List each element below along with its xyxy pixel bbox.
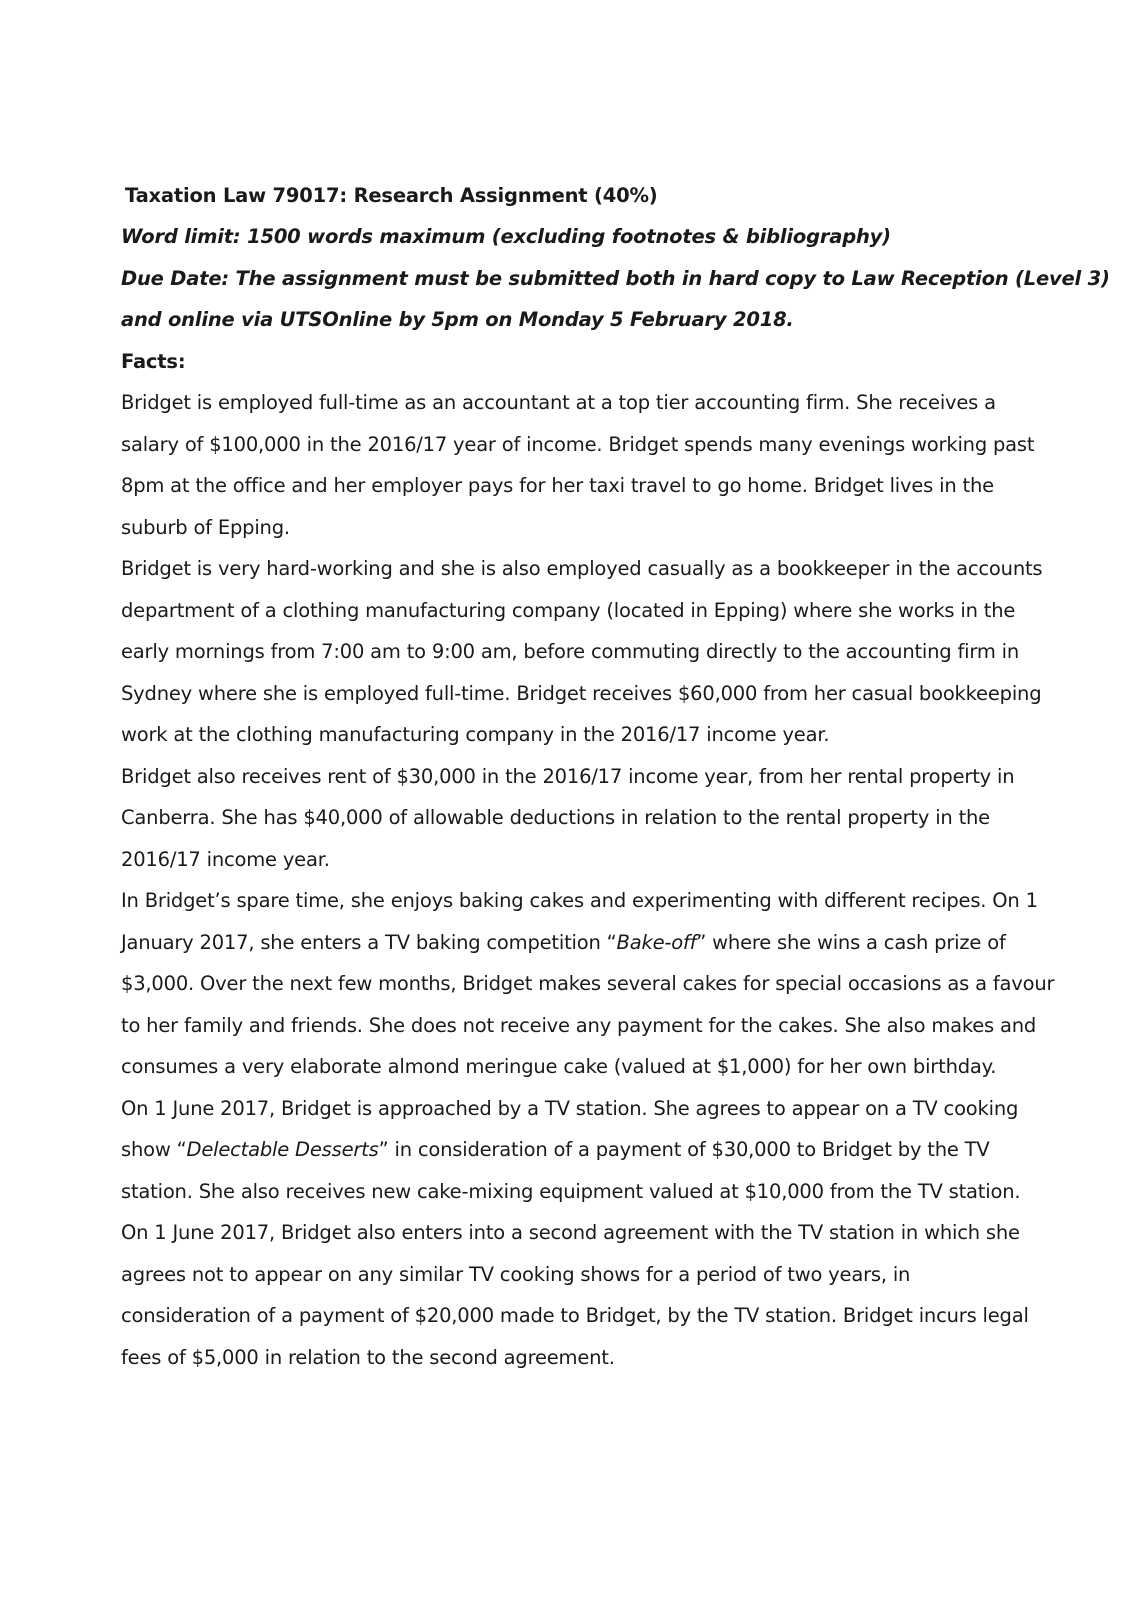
due-date-line-2: and online via UTSOnline by 5pm on Monday 5 February 2018. [121,308,794,331]
text-line: On 1 June 2017, Bridget is approached by a TV station. She agrees to appear on a TV cooking [121,1096,1019,1120]
text-line: On 1 June 2017, Bridget also enters into a second agreement with the TV station in which she [121,1221,1020,1244]
paragraph-second-agreement [121,1212,1029,1378]
text-line: 2016/17 income year. [121,847,330,871]
text-line [121,922,1021,964]
text-line: station. She also receives new cake-mixing equipment valued at $10,000 from the TV station. [121,1179,1021,1203]
word-limit: Word limit: 1500 words maximum (excluding footnotes & bibliography) [121,225,891,248]
text-line: Bridget also receives rent of $30,000 in the 2016/17 income year, from her rental property in [121,764,1015,788]
text-line: In Bridget’s spare time, she enjoys baking cakes and experimenting with different recipes. On 1 [121,889,1038,912]
paragraph-employment [121,382,1035,548]
show-title-delectable-desserts: Delectable Desserts [186,1138,379,1161]
text-line: to her family and friends. She does not receive any payment for the cakes. She also makes and [121,1013,1037,1037]
text-line [121,1129,1021,1171]
text-line: Sydney where she is employed full-time. Bridget receives $60,000 from her casual bookkeeping [121,681,1042,705]
text-span: show “ [121,1138,187,1161]
paragraph-baking [121,880,1055,1088]
text-line: Canberra. She has $40,000 of allowable deductions in relation to the rental property in the [121,806,990,829]
text-line: agrees not to appear on any similar TV cooking shows for a period of two years, in [121,1262,911,1286]
text-span: ” where she wins a cash prize of [696,930,1006,954]
text-line: $3,000. Over the next few months, Bridget makes several cakes for special occasions as a favour [121,972,1055,995]
document-title: Taxation Law 79017: Research Assignment (40%) [125,184,658,207]
text-line: fees of $5,000 in relation to the second agreement. [121,1345,615,1369]
text-line: suburb of Epping. [121,515,290,539]
facts-heading: Facts: [121,349,186,373]
text-line: salary of $100,000 in the 2016/17 year of income. Bridget spends many evenings working past [121,432,1035,456]
paragraph-tv-show [121,1088,1021,1213]
due-date-line-1: Due Date: The assignment must be submitted both in hard copy to Law Reception (Level 3) [121,266,1110,290]
text-line: Bridget is very hard-working and she is also employed casually as a bookkeeper in the accounts [121,557,1043,580]
text-line: 8pm at the office and her employer pays for her taxi travel to go home. Bridget lives in the [121,474,994,497]
show-title-bake-off: Bake-off [616,930,697,954]
text-line: consumes a very elaborate almond meringue cake (valued at $1,000) for her own birthday. [121,1055,997,1078]
text-line: Bridget is employed full-time as an accountant at a top tier accounting firm. She receives a [121,391,996,414]
text-line: work at the clothing manufacturing company in the 2016/17 income year. [121,723,830,746]
paragraph-bookkeeping [121,548,1043,756]
text-line: early mornings from 7:00 am to 9:00 am, before commuting directly to the accounting firm in [121,640,1020,663]
text-span: January 2017, she enters a TV baking competition “ [121,930,617,954]
paragraph-rental [121,756,1021,881]
text-span: ” in consideration of a payment of $30,000 to Bridget by the TV [378,1138,990,1161]
document-page [121,176,1110,1378]
text-line: consideration of a payment of $20,000 made to Bridget, by the TV station. Bridget incurs legal [121,1304,1029,1327]
text-line: department of a clothing manufacturing company (located in Epping) where she works in the [121,598,1016,622]
